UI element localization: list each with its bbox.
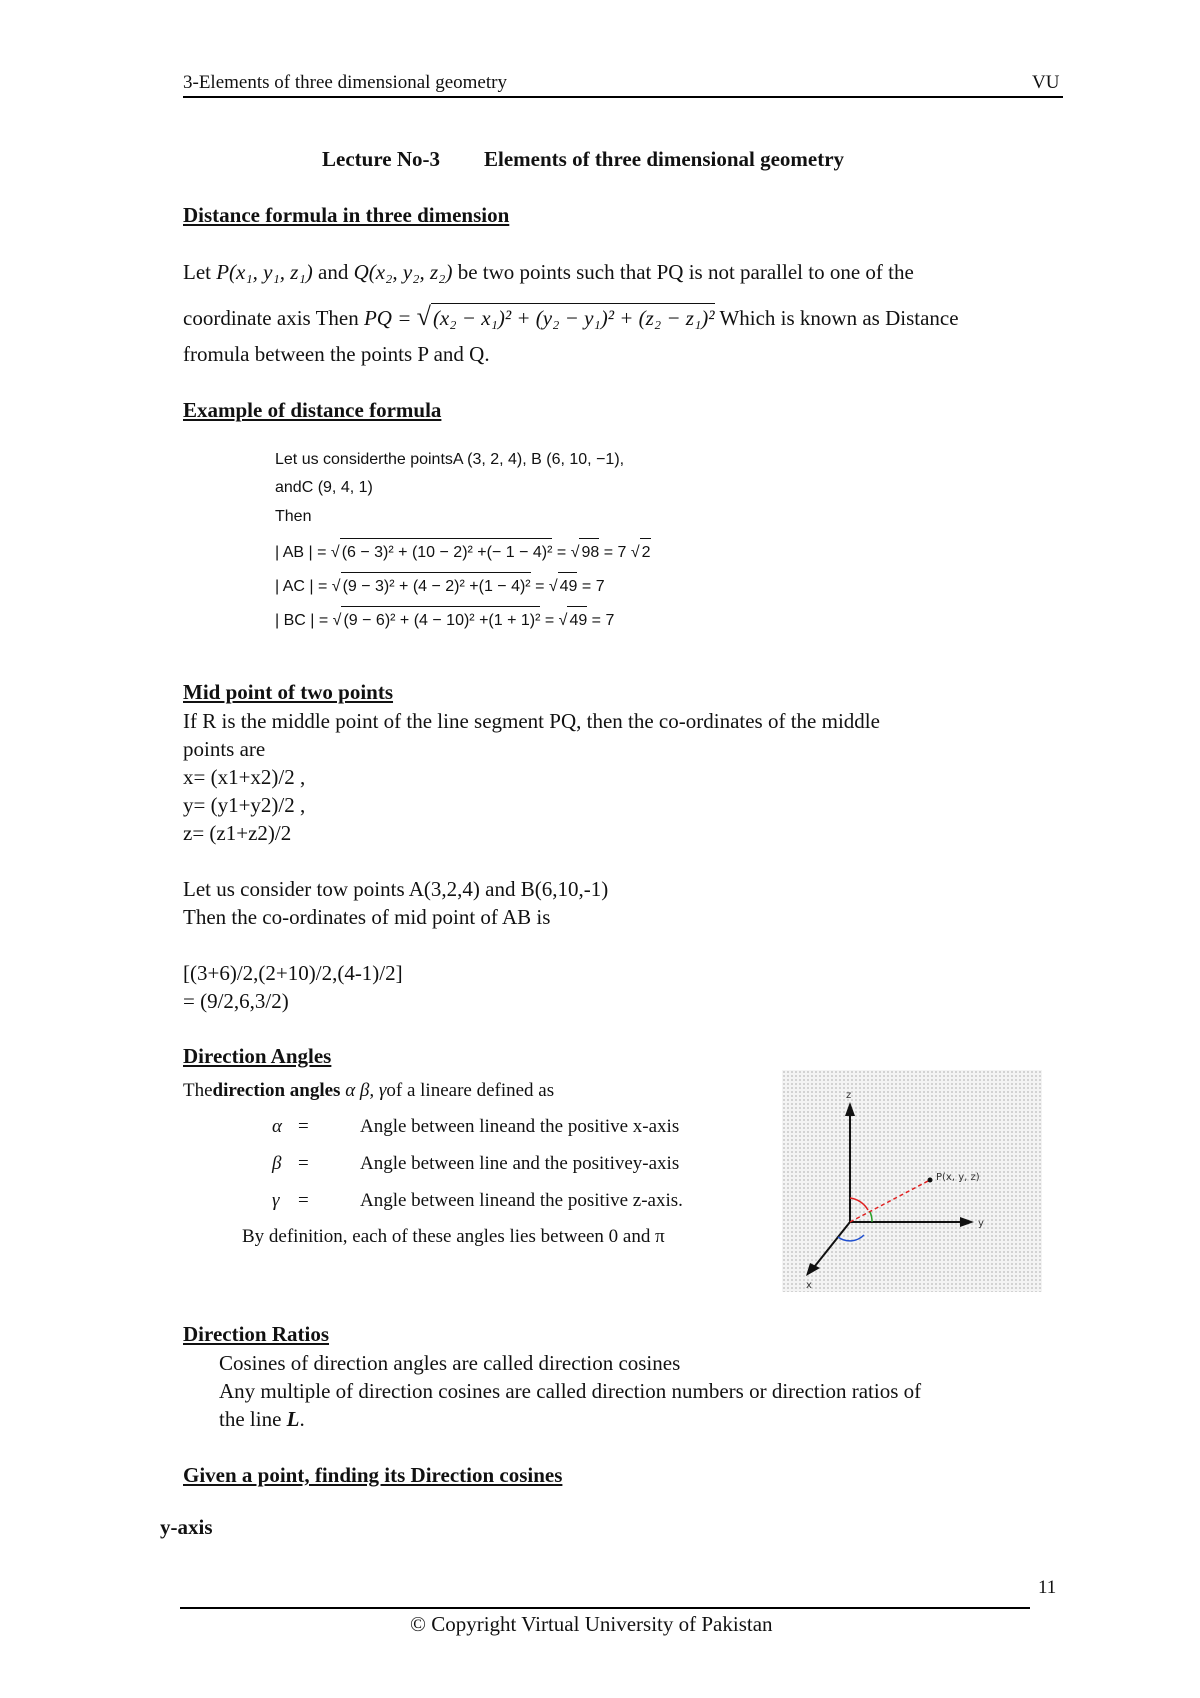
point-p: P(x₁, y₁, z₁)	[216, 260, 313, 284]
midpoint-x: x= (x1+x2)/2 ,	[183, 765, 306, 789]
midpoint-y: y= (y1+y2)/2 ,	[183, 793, 306, 817]
z-axis-label: z	[846, 1090, 852, 1101]
distance-line-2: coordinate axis Then PQ = √(x₂ − x₁)² + (y₂ − y₁)² + (z₂ − z₁)² Which is known as Distance	[183, 302, 959, 331]
example-line-1: Let us considerthe pointsA (3, 2, 4), B (6, 10, −1),	[275, 451, 625, 468]
distance-line-1: Let P(x₁, y₁, z₁) and Q(x₂, y₂, z₂) be two points such that PQ is not parallel to one of the	[183, 260, 914, 284]
header-rule	[183, 96, 1063, 98]
direction-ratios-line-2: Any multiple of direction cosines are called direction numbers or direction ratios of	[219, 1379, 922, 1403]
beta-definition: Angle between line and the positivey-axis	[360, 1153, 680, 1174]
direction-angles-intro: Thedirection angles α β, γof a lineare defined as	[183, 1080, 555, 1101]
midpoint-line-1: If R is the middle point of the line segment PQ, then the co-ordinates of the middle	[183, 709, 880, 733]
midpoint-z: z= (z1+z2)/2	[183, 821, 292, 845]
z-axis-arrow	[845, 1102, 855, 1116]
alpha-arc	[838, 1235, 864, 1241]
x-axis-label: x	[806, 1280, 812, 1291]
gamma-arc	[850, 1198, 868, 1210]
direction-ratios-line-1: Cosines of direction angles are called direction cosines	[219, 1351, 681, 1375]
running-header-title: 3-Elements of three dimensional geometry	[183, 72, 507, 93]
given-point-heading: Given a point, finding its Direction cosines	[183, 1463, 563, 1487]
example-heading: Example of distance formula	[183, 398, 442, 422]
example-ab: | AB | = √ (6 − 3)² + (10 − 2)² +(− 1 − 4)² = √ 98 = 7 √ 2	[275, 538, 651, 567]
direction-angles-heading: Direction Angles	[183, 1044, 332, 1068]
lecture-title	[322, 147, 844, 172]
position-vector-line	[850, 1180, 930, 1222]
direction-ratios-line-3: the line L.	[219, 1407, 305, 1431]
gamma-equals: =	[298, 1190, 309, 1211]
x-axis-arrow	[806, 1263, 820, 1276]
distance-line-3: fromula between the points P and Q.	[183, 342, 490, 366]
distance-formula-radicand: (x₂ − x₁)² + (y₂ − y₁)² + (z₂ − z₁)²	[431, 303, 715, 332]
midpoint-example-1: Let us consider tow points A(3,2,4) and B(6,10,-1)	[183, 877, 609, 901]
alpha-symbol: α	[272, 1116, 282, 1137]
beta-arc	[870, 1212, 872, 1222]
footer-rule	[180, 1607, 1030, 1609]
angle-range-definition: By definition, each of these angles lies between 0 and π	[242, 1226, 665, 1247]
midpoint-example-3: [(3+6)/2,(2+10)/2,(4-1)/2]	[183, 961, 403, 985]
alpha-definition: Angle between lineand the positive x-axis	[360, 1116, 680, 1137]
midpoint-example-4: = (9/2,6,3/2)	[183, 989, 289, 1013]
lecture-topic: Elements of three dimensional geometry	[484, 147, 845, 171]
example-line-3: Then	[275, 508, 312, 525]
midpoint-example-2: Then the co-ordinates of mid point of AB is	[183, 905, 551, 929]
y-axis-heading: y-axis	[160, 1515, 213, 1539]
gamma-symbol: γ	[272, 1190, 280, 1211]
running-header-vu: VU	[1032, 72, 1060, 93]
x-axis-line	[815, 1222, 850, 1266]
alpha-equals: =	[298, 1116, 309, 1137]
example-ac: | AC | = √ (9 − 3)² + (4 − 2)² +(1 − 4)² = √ 49 = 7	[275, 572, 605, 601]
page-number: 11	[1038, 1577, 1057, 1598]
point-q: Q(x₂, y₂, z₂)	[353, 260, 453, 284]
copyright-footer: © Copyright Virtual University of Pakistan	[410, 1612, 773, 1636]
lecture-number: Lecture No-3	[322, 147, 440, 171]
y-axis-label: y	[978, 1218, 984, 1229]
beta-equals: =	[298, 1153, 309, 1174]
point-p-label: P(x, y, z)	[936, 1172, 980, 1183]
point-p-dot	[928, 1178, 933, 1183]
beta-symbol: β	[272, 1153, 282, 1174]
direction-ratios-heading: Direction Ratios	[183, 1322, 330, 1346]
midpoint-line-2: points are	[183, 737, 266, 761]
midpoint-heading: Mid point of two points	[183, 680, 394, 704]
example-bc: | BC | = √ (9 − 6)² + (4 − 10)² +(1 + 1)² = √ 49 = 7	[275, 606, 614, 635]
gamma-definition: Angle between lineand the positive z-axis.	[360, 1190, 683, 1211]
distance-heading: Distance formula in three dimension	[183, 203, 510, 227]
example-line-2: andC (9, 4, 1)	[275, 479, 373, 496]
y-axis-arrow	[960, 1217, 974, 1227]
direction-angles-figure	[782, 1070, 1042, 1292]
